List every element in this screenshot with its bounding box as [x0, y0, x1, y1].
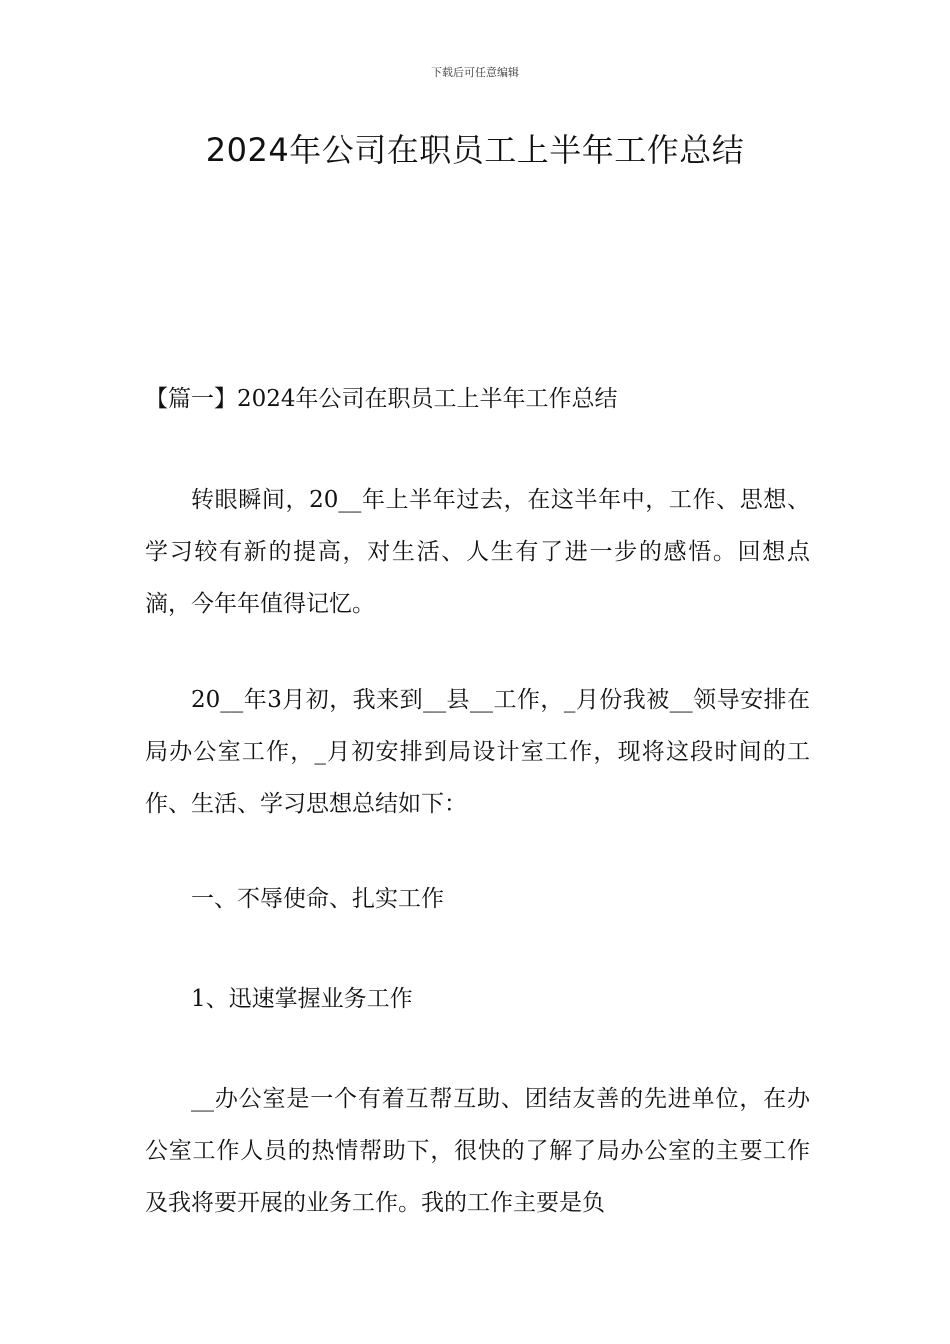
paragraph-office-work: __办公室是一个有着互帮互助、团结友善的先进单位，在办公室工作人员的热情帮助下，很快的了解了局办公室的主要工作及我将要开展的业务工作。我的工作主要是负 — [145, 1086, 810, 1216]
paragraph-background: 20__年3月初，我来到__县__工作，_月份我被__领导安排在局办公室工作，_月初安排到局设计室工作，现将这段时间的工作、生活、学习思想总结如下： — [145, 687, 810, 817]
section-heading: 【篇一】2024年公司在职员工上半年工作总结 — [145, 386, 618, 412]
document-title: 2024年公司在职员工上半年工作总结 — [205, 131, 745, 169]
header-note: 下载后可任意编辑 — [431, 66, 519, 79]
paragraph-heading-1: 一、不辱使命、扎实工作 — [191, 886, 444, 912]
paragraph-intro: 转眼瞬间，20__年上半年过去，在这半年中，工作、思想、学习较有新的提高，对生活、人生有了进一步的感悟。回想点滴，今年年值得记忆。 — [145, 487, 810, 617]
paragraph-subheading-1: 1、迅速掌握业务工作 — [191, 986, 413, 1012]
